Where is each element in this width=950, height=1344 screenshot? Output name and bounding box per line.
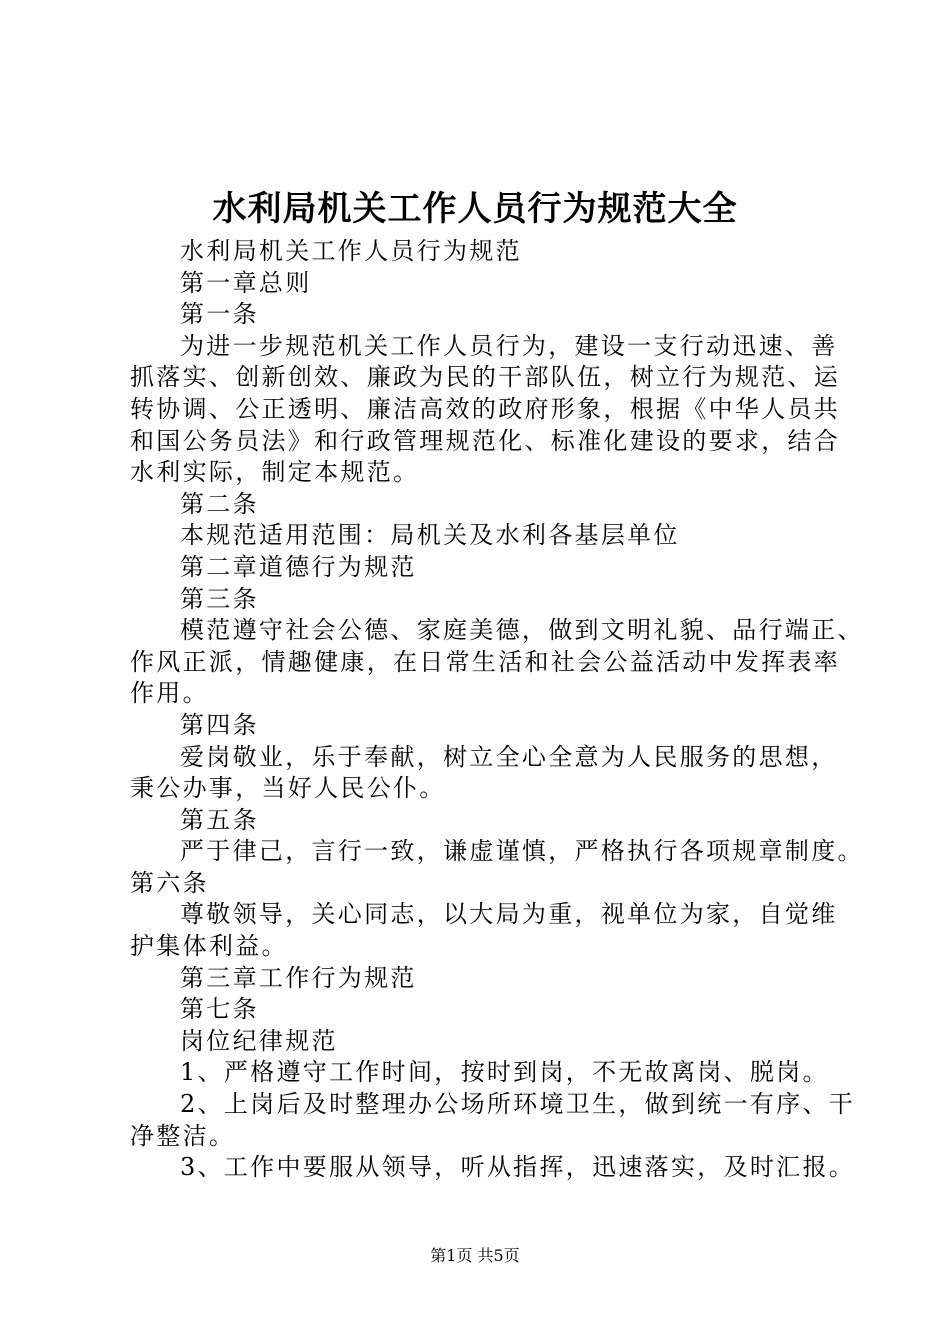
document-body <box>130 236 864 1184</box>
text-line: 作风正派，情趣健康，在日常生活和社会公益活动中发挥表率 <box>130 647 841 676</box>
text-line: 第三章工作行为规范 <box>180 963 417 992</box>
text-line: 转协调、公正透明、廉洁高效的政府形象，根据《中华人员共 <box>130 394 841 423</box>
text-line: 本规范适用范围：局机关及水利各基层单位 <box>180 521 680 550</box>
text-line: 第四条 <box>180 710 259 739</box>
text-line: 1、严格遵守工作时间，按时到岗，不无故离岗、脱岗。 <box>180 1058 829 1087</box>
text-line: 第三条 <box>180 584 259 613</box>
text-line: 爱岗敬业，乐于奉献，树立全心全意为人民服务的思想， <box>180 742 838 771</box>
text-line: 净整洁。 <box>130 1121 236 1150</box>
text-line: 2、上岗后及时整理办公场所环境卫生，做到统一有序、干 <box>180 1090 856 1119</box>
text-line: 秉公办事，当好人民公仆。 <box>130 774 446 803</box>
text-line: 严于律己，言行一致，谦虚谨慎，严格执行各项规章制度。 <box>180 837 864 866</box>
text-line: 为进一步规范机关工作人员行为，建设一支行动迅速、善 <box>180 331 838 360</box>
text-line: 抓落实、创新创效、廉政为民的干部队伍，树立行为规范、运 <box>130 363 841 392</box>
text-line: 第二条 <box>180 489 259 518</box>
text-line: 第一章总则 <box>180 268 312 297</box>
text-line: 尊敬领导，关心同志，以大局为重，视单位为家，自觉维 <box>180 900 838 929</box>
text-line: 第五条 <box>180 805 259 834</box>
text-line: 第六条 <box>130 868 209 897</box>
text-line: 水利局机关工作人员行为规范 <box>180 237 522 265</box>
page-footer: 第1页 共5页 <box>430 1246 520 1265</box>
text-line: 模范遵守社会公德、家庭美德，做到文明礼貌、品行端正、 <box>180 616 864 645</box>
text-line: 第七条 <box>180 995 259 1024</box>
text-line: 第二章道德行为规范 <box>180 552 417 581</box>
text-line: 岗位纪律规范 <box>180 1026 338 1055</box>
text-line: 作用。 <box>130 679 209 708</box>
text-line: 第一条 <box>180 300 259 329</box>
text-line: 水利实际，制定本规范。 <box>130 458 420 487</box>
text-line: 3、工作中要服从领导，听从指挥，迅速落实，及时汇报。 <box>180 1153 856 1182</box>
document-title: 水利局机关工作人员行为规范大全 <box>212 189 738 229</box>
text-line: 和国公务员法》和行政管理规范化、标准化建设的要求，结合 <box>130 426 841 455</box>
text-line: 护集体利益。 <box>130 932 288 961</box>
